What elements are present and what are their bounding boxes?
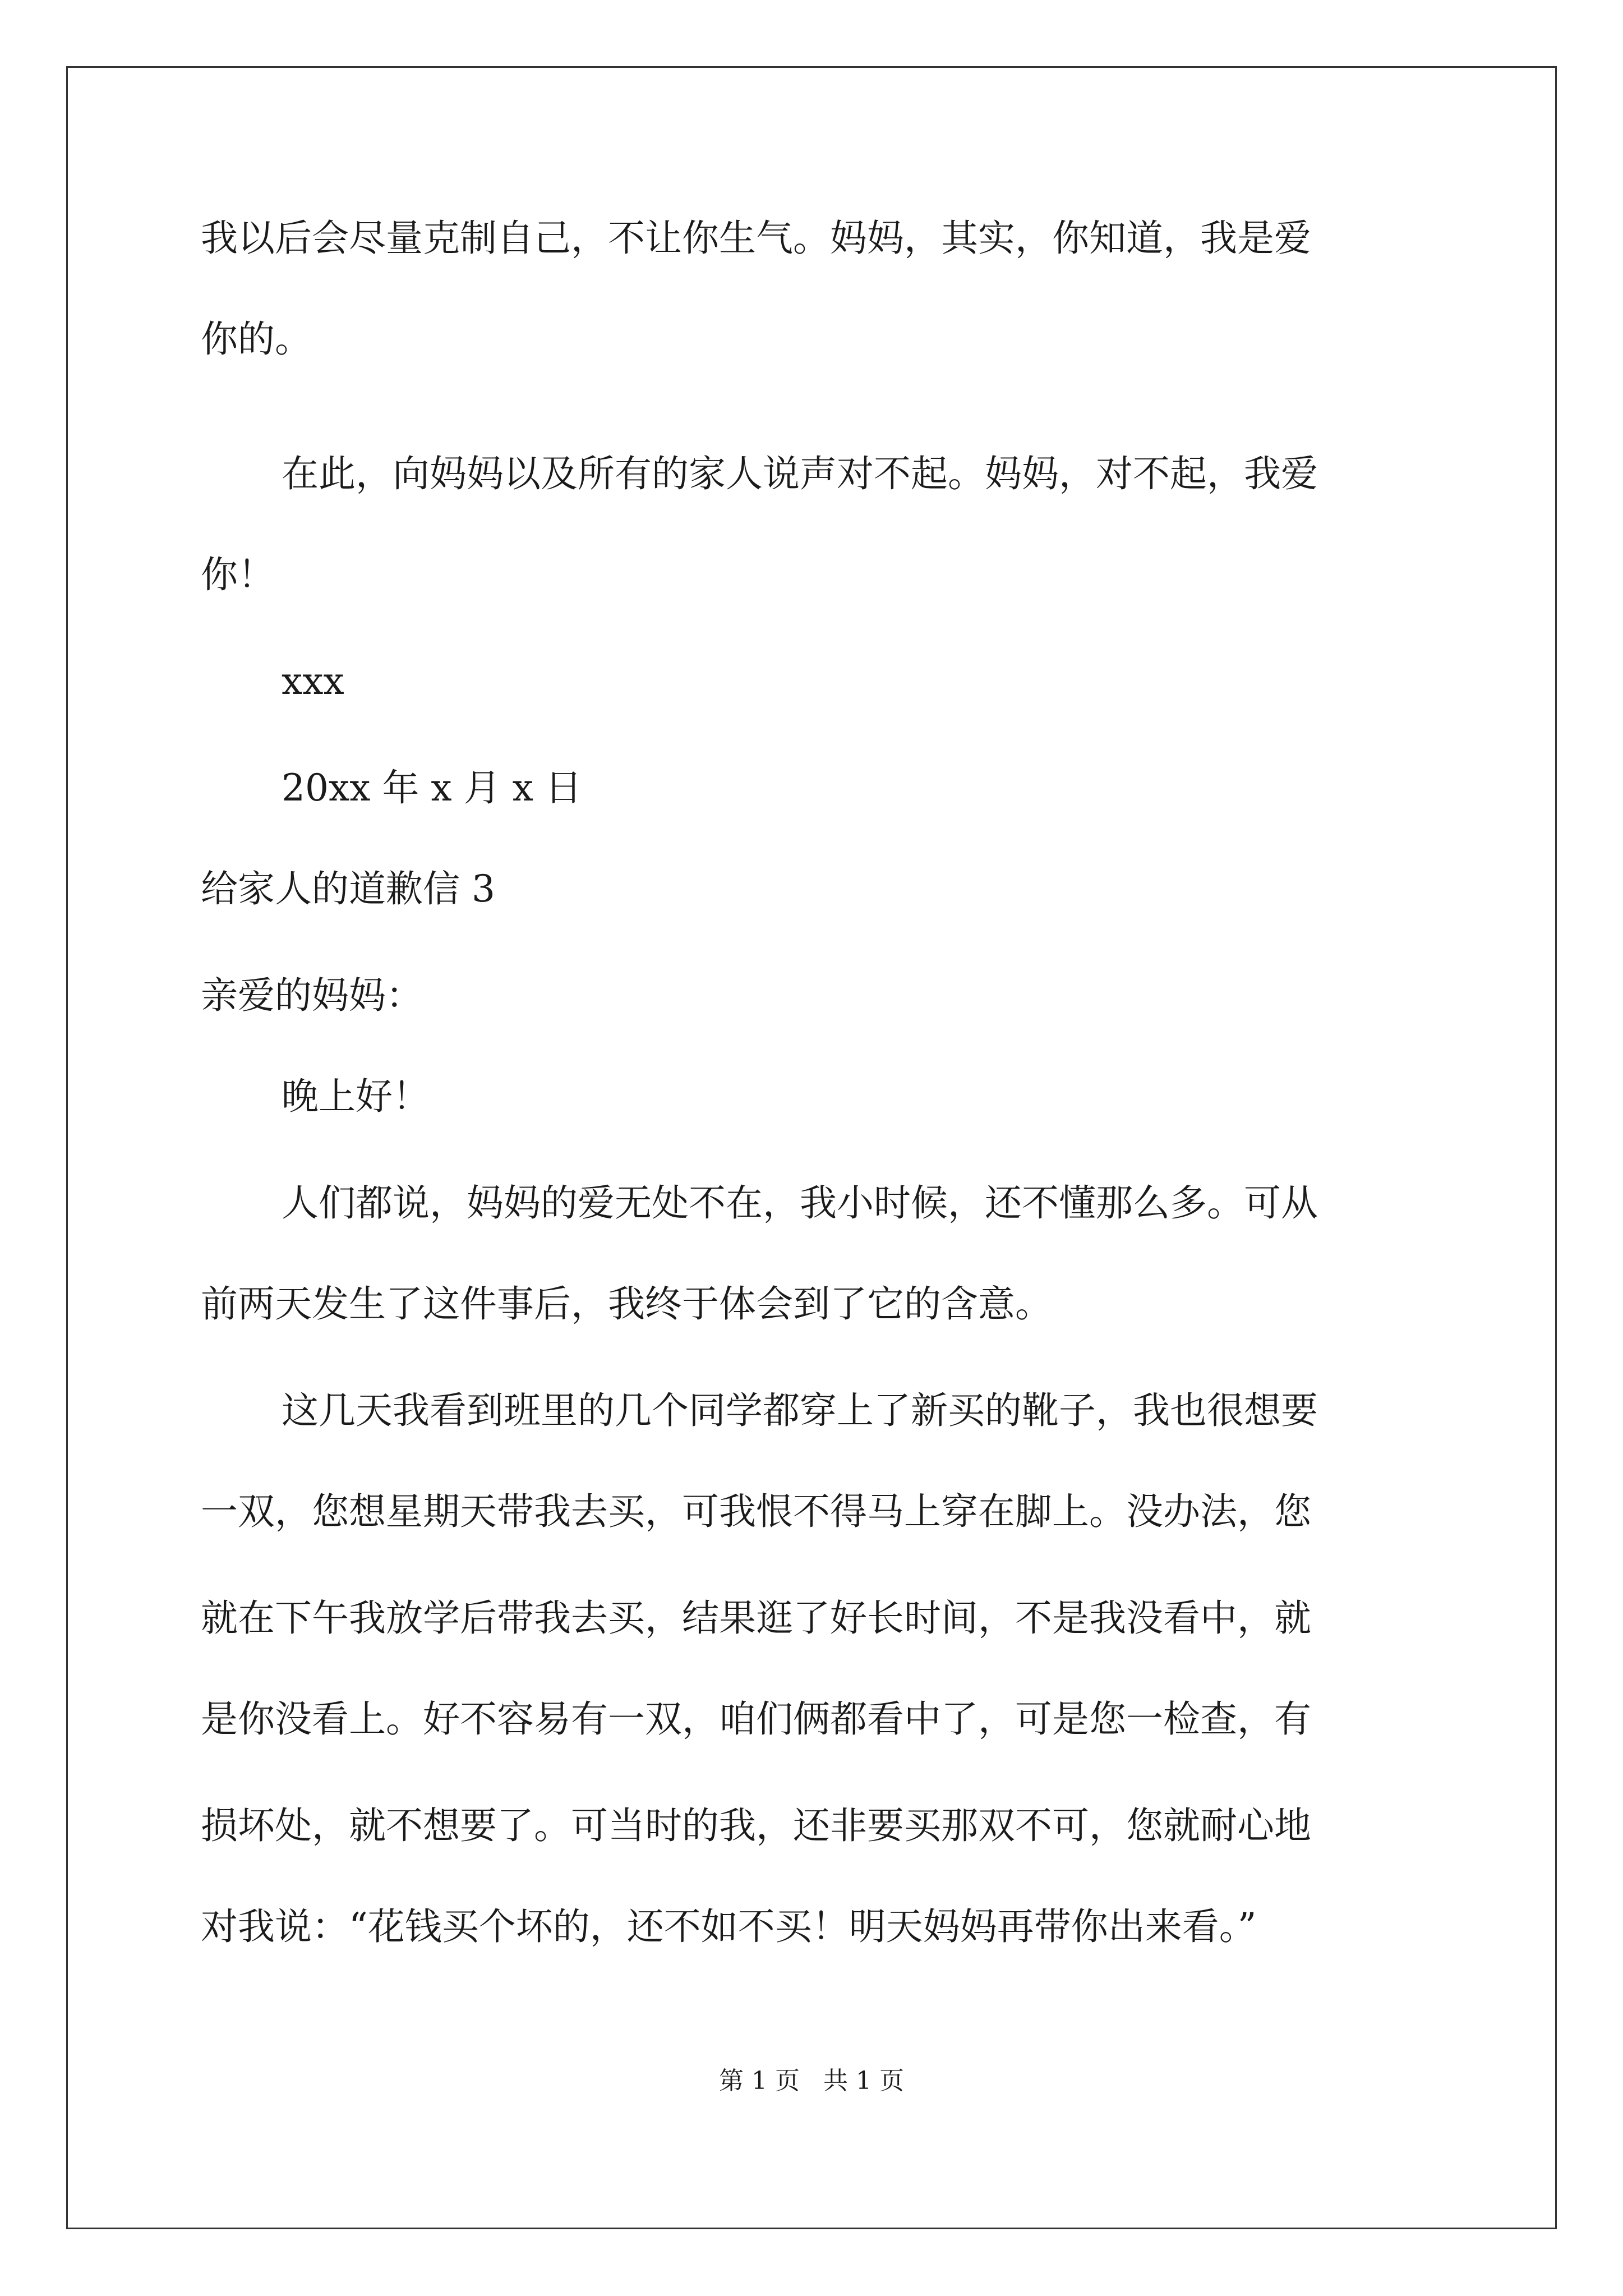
page-number-footer: 第 1 页 共 1 页 [719, 2067, 904, 2095]
text-line: 在此，向妈妈以及所有的家人说声对不起。妈妈，对不起，我爱 [282, 452, 1318, 495]
text-line: 一双，您想星期天带我去买，可我恨不得马上穿在脚上。没办法，您 [201, 1490, 1311, 1533]
greeting: 晚上好！ [282, 1075, 430, 1118]
signature-name: xxx [282, 660, 344, 703]
text-line: 是你没看上。好不容易有一双，咱们俩都看中了，可是您一检查，有 [201, 1697, 1311, 1741]
text-line: 就在下午我放学后带我去买，结果逛了好长时间，不是我没看中，就 [201, 1596, 1311, 1640]
text-line: 你！ [201, 553, 275, 596]
salutation: 亲爱的妈妈： [201, 974, 423, 1017]
text-line: 这几天我看到班里的几个同学都穿上了新买的靴子，我也很想要 [282, 1389, 1318, 1432]
signature-date: 20xx 年 x 月 x 日 [282, 766, 582, 809]
text-line: 你的。 [201, 318, 312, 361]
text-line: 对我说：“花钱买个坏的，还不如不买！明天妈妈再带你出来看。” [201, 1905, 1257, 1948]
section-heading: 给家人的道歉信 3 [201, 867, 495, 910]
text-line: 我以后会尽量克制自己，不让你生气。妈妈，其实，你知道，我是爱 [201, 217, 1311, 260]
text-line: 损坏处，就不想要了。可当时的我，还非要买那双不可，您就耐心地 [201, 1804, 1311, 1847]
text-line: 前两天发生了这件事后，我终于体会到了它的含意。 [201, 1282, 1052, 1326]
text-line: 人们都说，妈妈的爱无处不在，我小时候，还不懂那么多。可从 [282, 1181, 1318, 1225]
